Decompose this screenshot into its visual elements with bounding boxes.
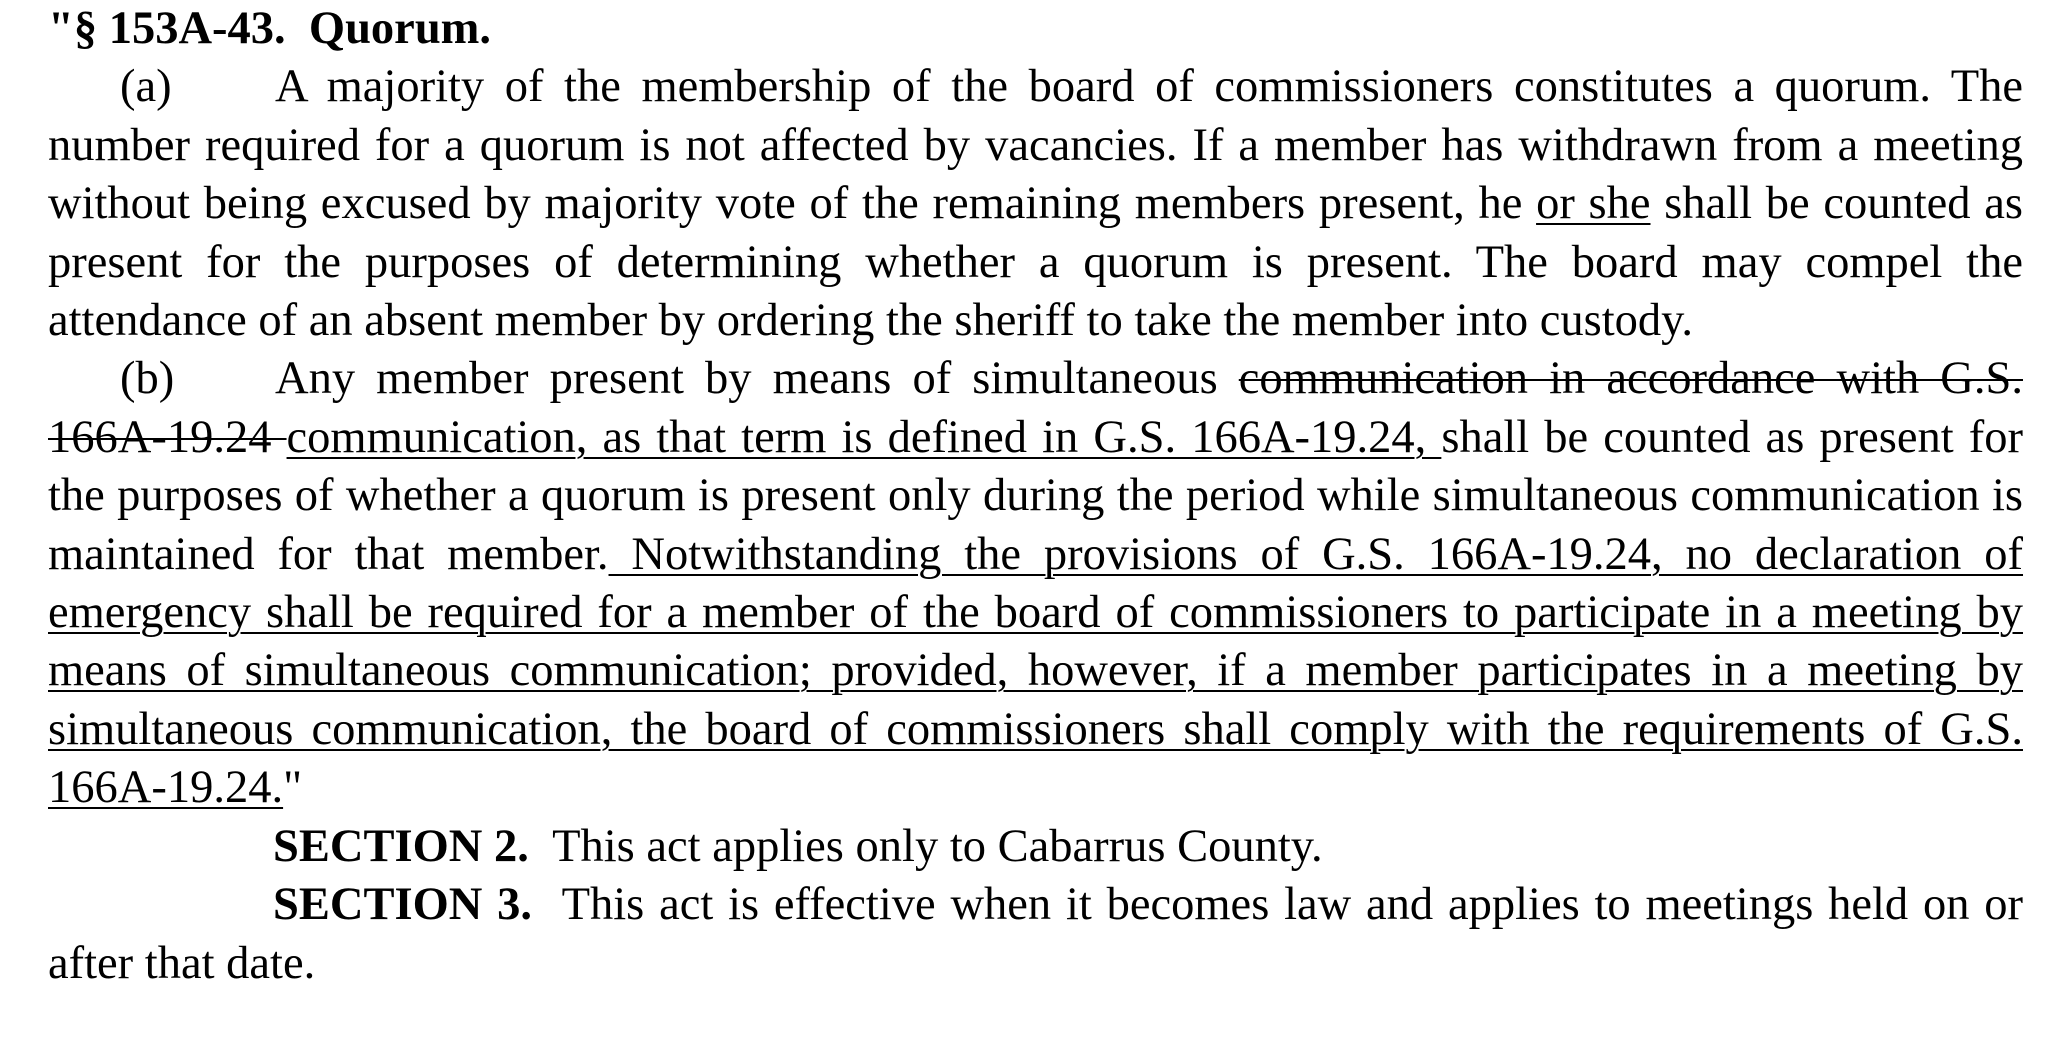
subsection-b-inserted-2: Notwithstanding the provisions of G.S. 166A-19.24, no declaration of emergency shall be required for a member of the board of commissioners to participate in a meeting by means of simultaneous communication; provided, however, if a member participates in a meeting by simultaneous communication, the board of commissioners shall comply with the requirements of G.S. 166A-19.24. — [48, 528, 2024, 814]
subsection-a-text-1: A majority of the membership of the board of commissioners constitutes a quorum. The number required for a quorum is not affected by vacancies. If a member has withdrawn from a meeting without being excused by majority vote of the remaining members present, he — [48, 61, 2023, 230]
section-2-label: SECTION 2. — [273, 820, 529, 872]
heading-open-quote: " — [48, 3, 74, 54]
subsection-b-text-1: Any member present by means of simultaneous — [275, 353, 1239, 405]
subsection-b-text-2: shall be counted as present for the purposes of whether a quorum is present only during the period while simultaneous communication is maintained for that member. — [48, 411, 2023, 580]
section-2-text: This act applies only to Cabarrus County. — [552, 820, 1323, 872]
subsection-b-deleted-1: communication in accordance with G.S. 166A-19.24 — [48, 353, 2023, 463]
section-2 — [48, 818, 2023, 876]
subsection-b-label: (b) — [120, 353, 175, 405]
section-3 — [48, 876, 2023, 993]
section-3-label: SECTION 3. — [273, 879, 532, 931]
subsection-b-close-quote: " — [283, 762, 303, 814]
section-3-text: This act is effective when it becomes law and applies to meetings held on or after that date. — [48, 879, 2024, 989]
subsection-a-text-2: shall be counted as present for the purposes of determining whether a quorum is present. The board may compel the attendance of an absent member by ordering the sheriff to take the member into custody. — [48, 178, 2023, 347]
heading-section-number: § 153A-43. — [73, 3, 286, 54]
subsection-b — [48, 350, 2023, 817]
statute-document — [48, 0, 2023, 993]
subsection-b-inserted-1: communication, as that term is defined in G.S. 166A-19.24, — [286, 411, 1442, 463]
subsection-a-label: (a) — [120, 61, 172, 113]
section-heading — [48, 0, 2023, 58]
subsection-a — [48, 58, 2023, 350]
subsection-a-inserted-1: or she — [1536, 178, 1651, 230]
heading-section-title: Quorum. — [308, 3, 492, 54]
